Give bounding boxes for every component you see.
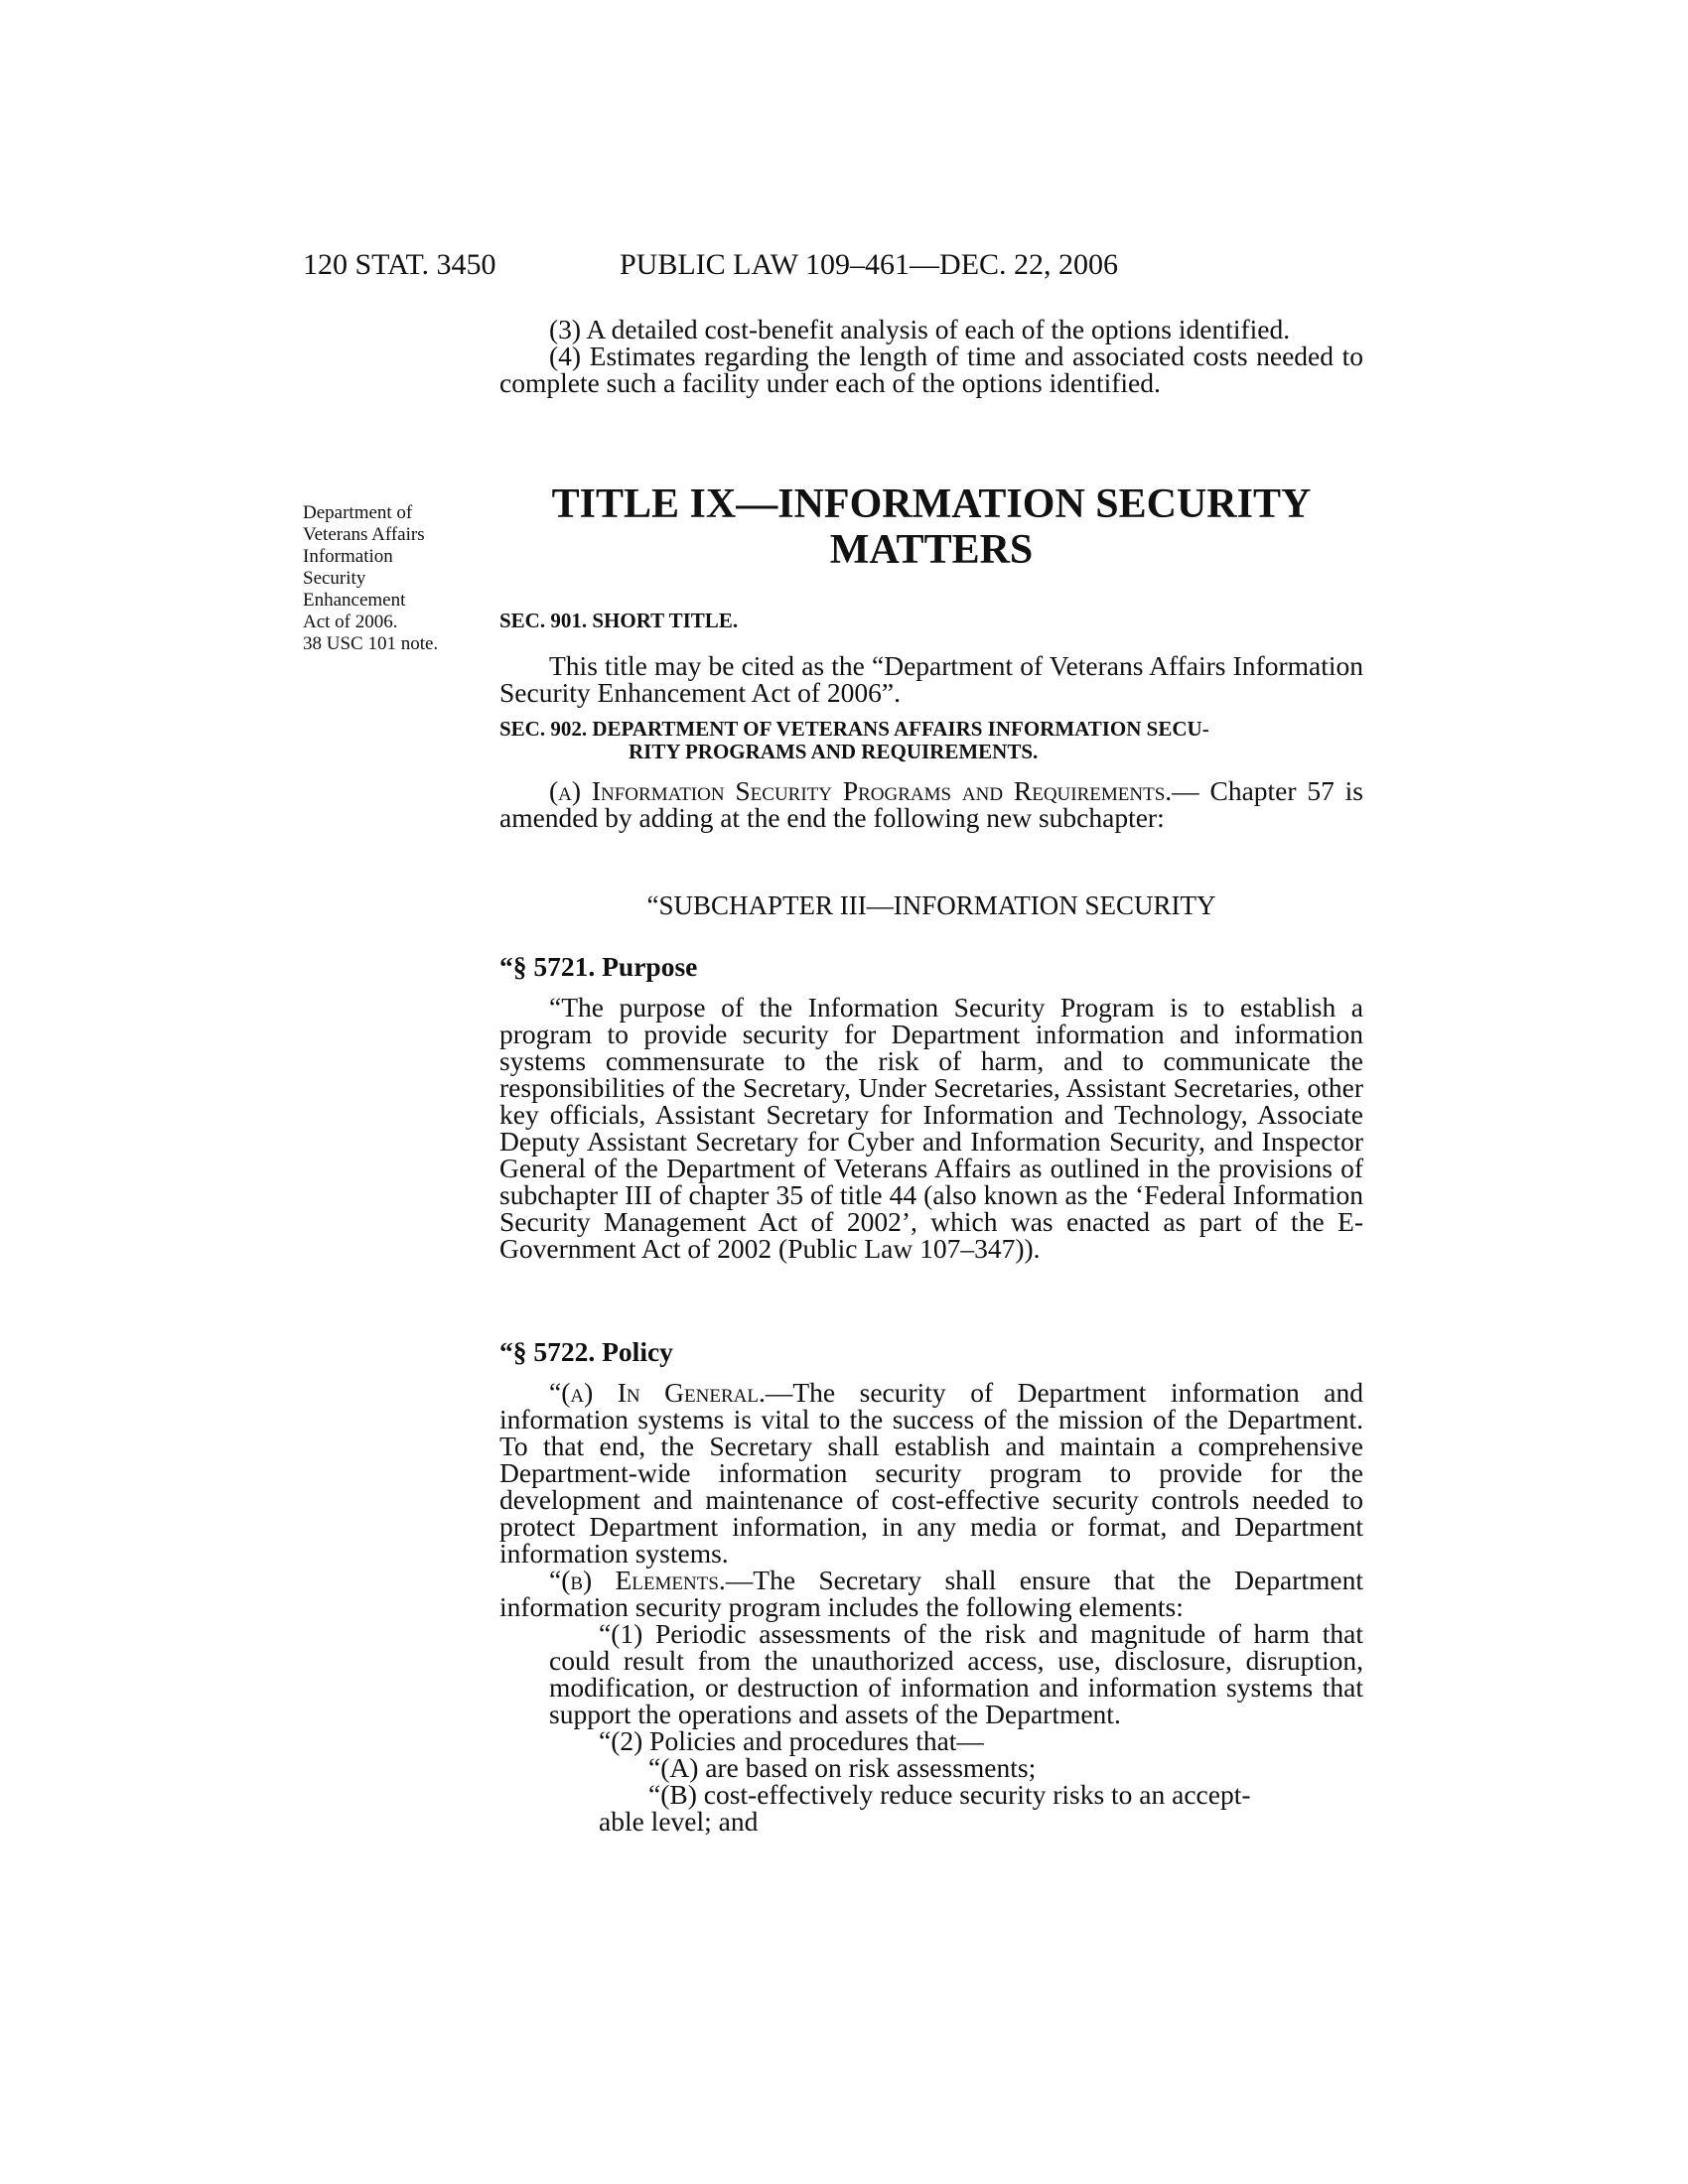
in-general-label: “(a) In General.— [549, 1377, 793, 1408]
section-5722-subsection-a [499, 1379, 1363, 1567]
margin-note-line: 38 USC 101 note. [303, 633, 439, 654]
subsection-a-text: Chapter 57 is amended by adding at the end the following new subchapter: [499, 775, 1364, 833]
element-2-b-line-1: “(B) cost-effectively reduce security risks to an accept- [648, 1779, 1251, 1810]
section-5722 [499, 1338, 1363, 1835]
sec-902-heading-line-1: SEC. 902. DEPARTMENT OF VETERANS AFFAIRS INFORMATION SECU- [499, 717, 1209, 741]
sec-902-subsection-a [499, 777, 1363, 831]
sec-902 [499, 718, 1363, 831]
margin-note-line: Enhancement [303, 590, 406, 611]
sec-901 [499, 610, 1363, 706]
margin-note-line: Act of 2006. [303, 612, 398, 632]
element-2-a: “(A) are based on risk assessments; [648, 1752, 1037, 1783]
sec-901-text: This title may be cited as the “Department of Veterans Affairs Information Security Enhancement Act of 2006”. [499, 650, 1363, 708]
intro-paragraphs [499, 316, 1363, 396]
elements-text: The Secretary shall ensure that the Department information security program includes the following elements: [499, 1565, 1363, 1622]
section-5721 [499, 953, 1363, 1262]
title-line-1: TITLE IX—INFORMATION SECURITY [551, 481, 1312, 527]
sec-901-heading: SEC. 901. SHORT TITLE. [499, 609, 739, 632]
margin-note [303, 502, 472, 655]
sec-902-heading [499, 718, 1363, 763]
element-1: “(1) Periodic assessments of the risk and magnitude of harm that could result from the unauthorized access, use, disclosure, disruption, modification, or destruction of information and information systems that support the operations and assets of the Department. [549, 1618, 1363, 1729]
title-heading [499, 481, 1363, 573]
title-line-2: MATTERS [829, 527, 1034, 573]
section-5721-heading: “§ 5721. Purpose [499, 951, 698, 982]
running-header: PUBLIC LAW 109–461—DEC. 22, 2006 [620, 248, 1119, 281]
subsection-a-label: (a) Information Security Programs and Requirements.— [549, 775, 1199, 806]
margin-note-line: Department of [303, 502, 413, 523]
in-general-text: The security of Department information and information systems is vital to the success of the mission of the Department. To that end, the Secretary shall establish and maintain a comprehensive Department-wide information security program to provide for the development and maintenance of cost-effective security controls needed to protect Department information, in any media or format, and Department information systems. [499, 1377, 1364, 1569]
element-2-b-line-2: able level; and [599, 1806, 759, 1837]
margin-note-line: Security [303, 568, 366, 589]
section-5722-heading: “§ 5722. Policy [499, 1336, 673, 1367]
sec-902-heading-line-2: RITY PROGRAMS AND REQUIREMENTS. [629, 740, 1039, 763]
element-2-b [499, 1781, 1363, 1835]
margin-note-line: Veterans Affairs [303, 524, 425, 545]
section-5721-text: “The purpose of the Information Security Program is to establish a program to provide security for Department information and information systems commensurate to the risk of harm, and to communicate the responsibilities of the Secretary, Under Secretaries, Assistant Secretaries, other key officials, Assistant Secretary for Information and Technology, Associate Deputy Assistant Secretary for Cyber and Information Security, and Inspector General of the Department of Veterans Affairs as outlined in the provisions of subchapter III of chapter 35 of title 44 (also known as the ‘Federal Information Security Management Act of 2002’, which was enacted as part of the E-Government Act of 2002 (Public Law 107–347)). [499, 992, 1363, 1264]
paragraph-3: (3) A detailed cost-benefit analysis of each of the options identified. [549, 314, 1291, 344]
paragraph-4: (4) Estimates regarding the length of time and associated costs needed to complete such a facility under each of the options identified. [499, 341, 1363, 398]
element-2: “(2) Policies and procedures that— [599, 1725, 984, 1756]
margin-note-line: Information [303, 546, 393, 567]
subchapter-heading-block [499, 892, 1363, 919]
section-5722-subsection-b [499, 1567, 1363, 1620]
elements-label: “(b) Elements.— [549, 1565, 754, 1595]
subchapter-heading: “SUBCHAPTER III—INFORMATION SECURITY [646, 890, 1216, 920]
stat-page-number: 120 STAT. 3450 [303, 248, 496, 281]
